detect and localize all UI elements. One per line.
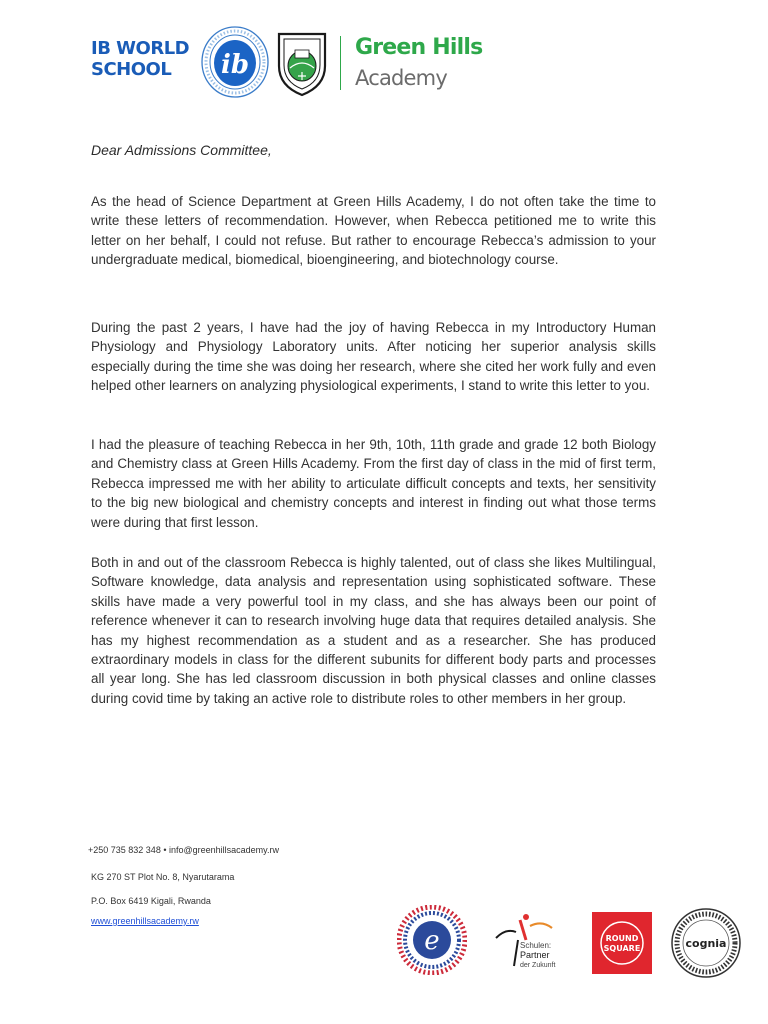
contact-line: +250 735 832 348 • info@greenhillsacademy.rw <box>88 845 279 855</box>
round-square-ring <box>592 912 652 974</box>
green-hills-crest-logo <box>273 28 331 98</box>
cognia-text: cognia <box>685 937 727 950</box>
school-name: Green Hills <box>355 35 483 60</box>
round-square-line2: SQUARE <box>603 944 641 953</box>
round-square-logo <box>592 912 652 974</box>
lfe-education-logo <box>397 905 467 975</box>
round-square-line1: ROUND <box>605 934 639 943</box>
paragraph-1: As the head of Science Department at Green Hills Academy, I do not often take the time to write these letters of recommendation. However, when Rebecca petitioned me to write this letter on her behalf, I could not refuse. But rather to encourage Rebecca’s admission to your undergraduate medical, biomedical, bioengineering, and biotechnology course. <box>91 194 656 268</box>
lfe-letter: e <box>424 926 440 956</box>
paragraph-3: I had the pleasure of teaching Rebecca in her 9th, 10th, 11th grade and grade 12 both Biology and Chemistry class at Green Hills Academy. From the first day of class in the mid of first term, Rebecca impressed me with her ability to articulate difficult concepts and texts, her sensitivity to the big new biological and chemistry concepts and interest in finding out what those terms were during that first lesson. <box>91 437 656 530</box>
street-address: KG 270 ST Plot No. 8, Nyarutarama <box>91 872 235 882</box>
ib-world-school-wordmark <box>91 38 189 80</box>
paragraph-2: During the past 2 years, I have had the joy of having Rebecca in my Introductory Human Physiology and Physiology Laboratory units. After noticing her superior analysis skills especially during the time she was doing her research, where she cited her work fully and even helped other learners on analyzing physiological experiments, I stand to write this letter to you. <box>91 320 656 394</box>
po-box: P.O. Box 6419 Kigali, Rwanda <box>91 896 211 906</box>
ib-line1: IB WORLD <box>91 38 190 59</box>
cognia-accredited-logo <box>670 907 742 979</box>
salutation: Dear Admissions Committee, <box>91 142 272 158</box>
schulen-line1: Schulen: <box>520 941 552 950</box>
ib-line2: SCHOOL <box>91 59 172 80</box>
ib-seal-logo <box>200 25 270 100</box>
letterhead <box>0 0 768 120</box>
website-link[interactable]: www.greenhillsacademy.rw <box>91 916 199 926</box>
schulen-line3: der Zukunft <box>520 962 556 969</box>
schulen-partner-logo <box>490 910 562 975</box>
ib-seal-letters: ib <box>220 50 250 80</box>
schulen-line2: Partner <box>520 950 550 960</box>
school-subtitle: Academy <box>355 66 447 90</box>
header-divider <box>340 36 341 90</box>
paragraph-4: Both in and out of the classroom Rebecca is highly talented, out of class she likes Multilingual, Software knowledge, data analysis and representation using sophisticated software. These skills have made a very powerful tool in my class, and she has always been our point of reference whenever it can to research involving huge data that requires detailed analysis. She has my highest recommendation as a student and as a researcher. She has produced extraordinary models in class for the different subunits for different body parts and processes all year long. She has led classroom discussion in both physical classes and online classes during covid time by taking an active role to distribute roles to other members in her group. <box>91 555 656 706</box>
letter-body <box>91 140 656 706</box>
